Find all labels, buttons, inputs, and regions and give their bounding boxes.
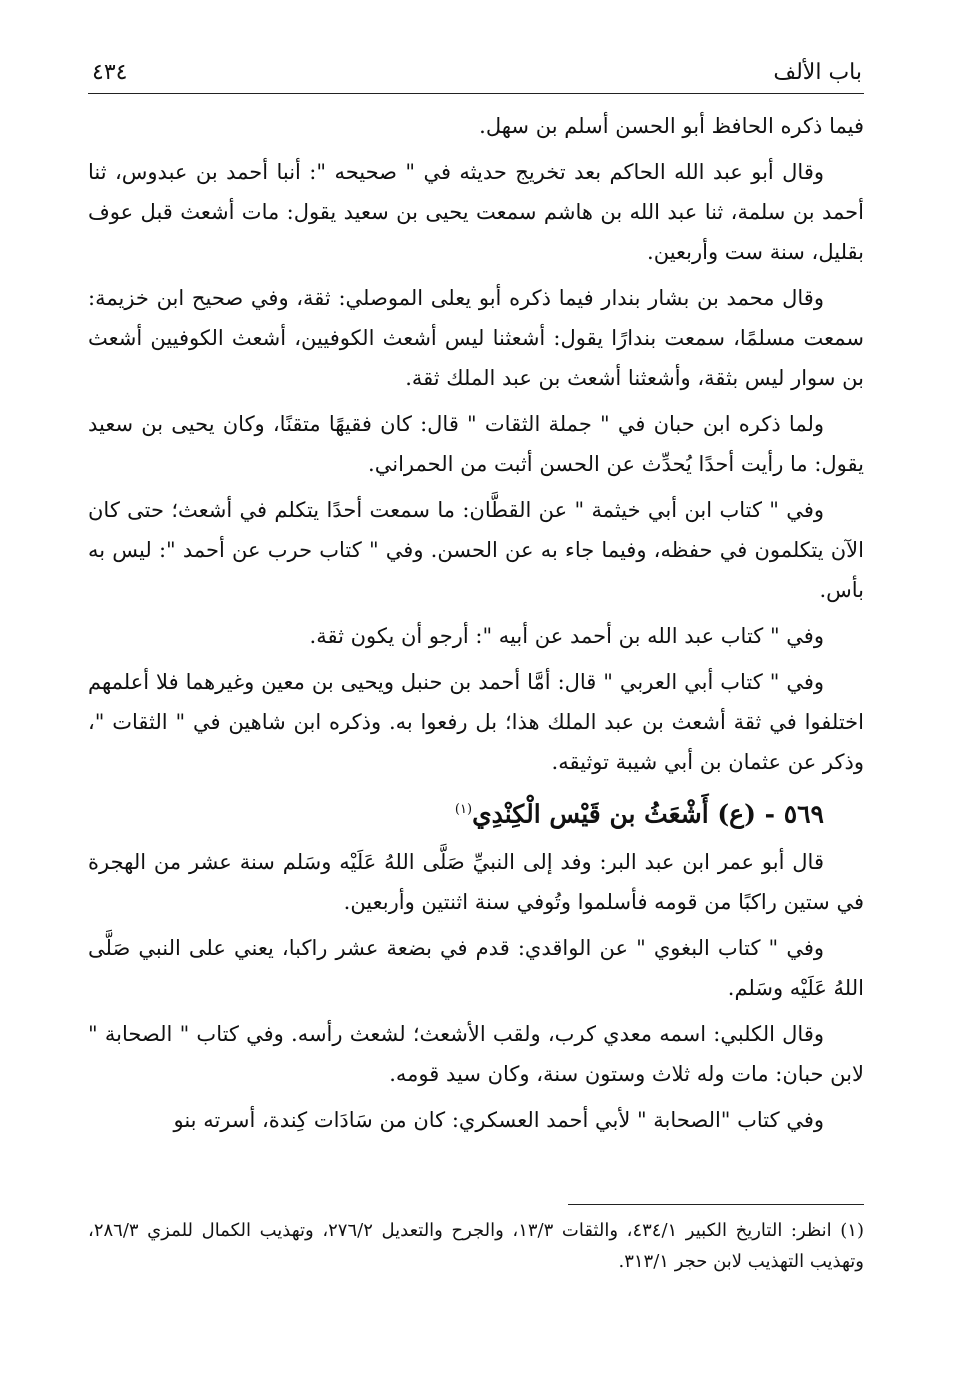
main-text	[88, 106, 864, 1140]
paragraph: فيما ذكره الحافظ أبو الحسن أسلم بن سهل.	[479, 114, 864, 138]
paragraph: قال أبو عمر ابن عبد البر: وفد إلى النبيِّ صَلَّى اللهُ عَلَيْه وسَلم سنة عشر من الهجرة في ستين راكبًا من قومه فأسلموا وتُوفي سنة اثنتين وأربعين.	[88, 850, 864, 915]
paragraph: وفي " كتاب ابن أبي خيثمة " عن القطَّان: ما سمعت أحدًا يتكلم في أشعث؛ حتى كان الآن يتكلمون في حفظه، وفيما جاء به عن الحسن. وفي " كتاب حرب عن أحمد ": ليس به بأس.	[88, 498, 864, 602]
paragraph: وفي " كتاب البغوي " عن الواقدي: قدم في بضعة عشر راكبا، يعني على النبي صَلَّى اللهُ عَلَيْه وسَلم.	[88, 936, 864, 1001]
paragraph: وقال أبو عبد الله الحاكم بعد تخريج حديثه في " صحيحه ": أنبا أحمد بن عبدوس، ثنا أحمد بن سلمة، ثنا عبد الله بن هاشم سمعت يحيى بن سعيد يقول: مات أشعث قبل عوف بقليل، سنة ست وأربعين.	[88, 160, 864, 264]
footnote: (١) انظر: التاريخ الكبير ٤٣٤/١، والثقات ١٣/٣، والجرح والتعديل ٢٧٦/٢، وتهذيب الكمال للمزي ٢٨٦/٣، وتهذيب التهذيب لابن حجر ٣١٣/١.	[88, 1220, 864, 1273]
paragraph: وفي كتاب "الصحابة " لأبي أحمد العسكري: كان من سَادَات كِندة، أسرته بنو	[173, 1108, 824, 1133]
paragraph: وفي " كتاب عبد الله بن أحمد عن أبيه ": أرجو أن يكون ثقة.	[309, 624, 824, 648]
paragraph: وقال الكلبي: اسمه معدي كرب، ولقب الأشعث؛ لشعث رأسه. وفي كتاب " الصحابة " لابن حبان: مات وله ثلاث وستون سنة، وكان سيد قومه.	[88, 1022, 864, 1087]
paragraph: ولما ذكره ابن حبان في " جملة الثقات " قال: كان فقيهًا متقنًا، وكان يحيى بن سعيد يقول: ما رأيت أحدًا يُحدِّث عن الحسن أثبت من الحمراني.	[88, 412, 864, 476]
chapter-title: باب الألف	[773, 60, 862, 85]
page-number: ٤٣٤	[92, 60, 128, 85]
footnote-divider	[568, 1204, 864, 1205]
entry-heading	[88, 788, 824, 836]
footnote-reference: (١)	[454, 802, 473, 817]
paragraph: وقال محمد بن بشار بندار فيما ذكره أبو يعلى الموصلي: ثقة، وفي صحيح ابن خزيمة: سمعت مسلمًا، سمعت بندارًا يقول: أشعثنا ليس أشعث الكوفيين، أشعث الكوفيين أشعث بن سوار ليس بثقة، وأشعثنا أشعث بن عبد الملك ثقة.	[88, 286, 864, 390]
paragraph: وفي " كتاب أبي العربي " قال: أمَّا أحمد بن حنبل ويحيى بن معين وغيرهما فلا أعلمهم اختلفوا في ثقة أشعث بن عبد الملك هذا؛ بل رفعوا به. وذكره ابن شاهين في " الثقات "، وذكر عن عثمان بن أبي شيبة توثيقه.	[88, 670, 864, 774]
running-header	[88, 52, 864, 94]
book-page	[88, 52, 864, 1352]
entry-heading-text: ٥٦٩ - (ع) أَشْعَثُ بن قَيْس الْكِنْدِي	[472, 799, 824, 829]
